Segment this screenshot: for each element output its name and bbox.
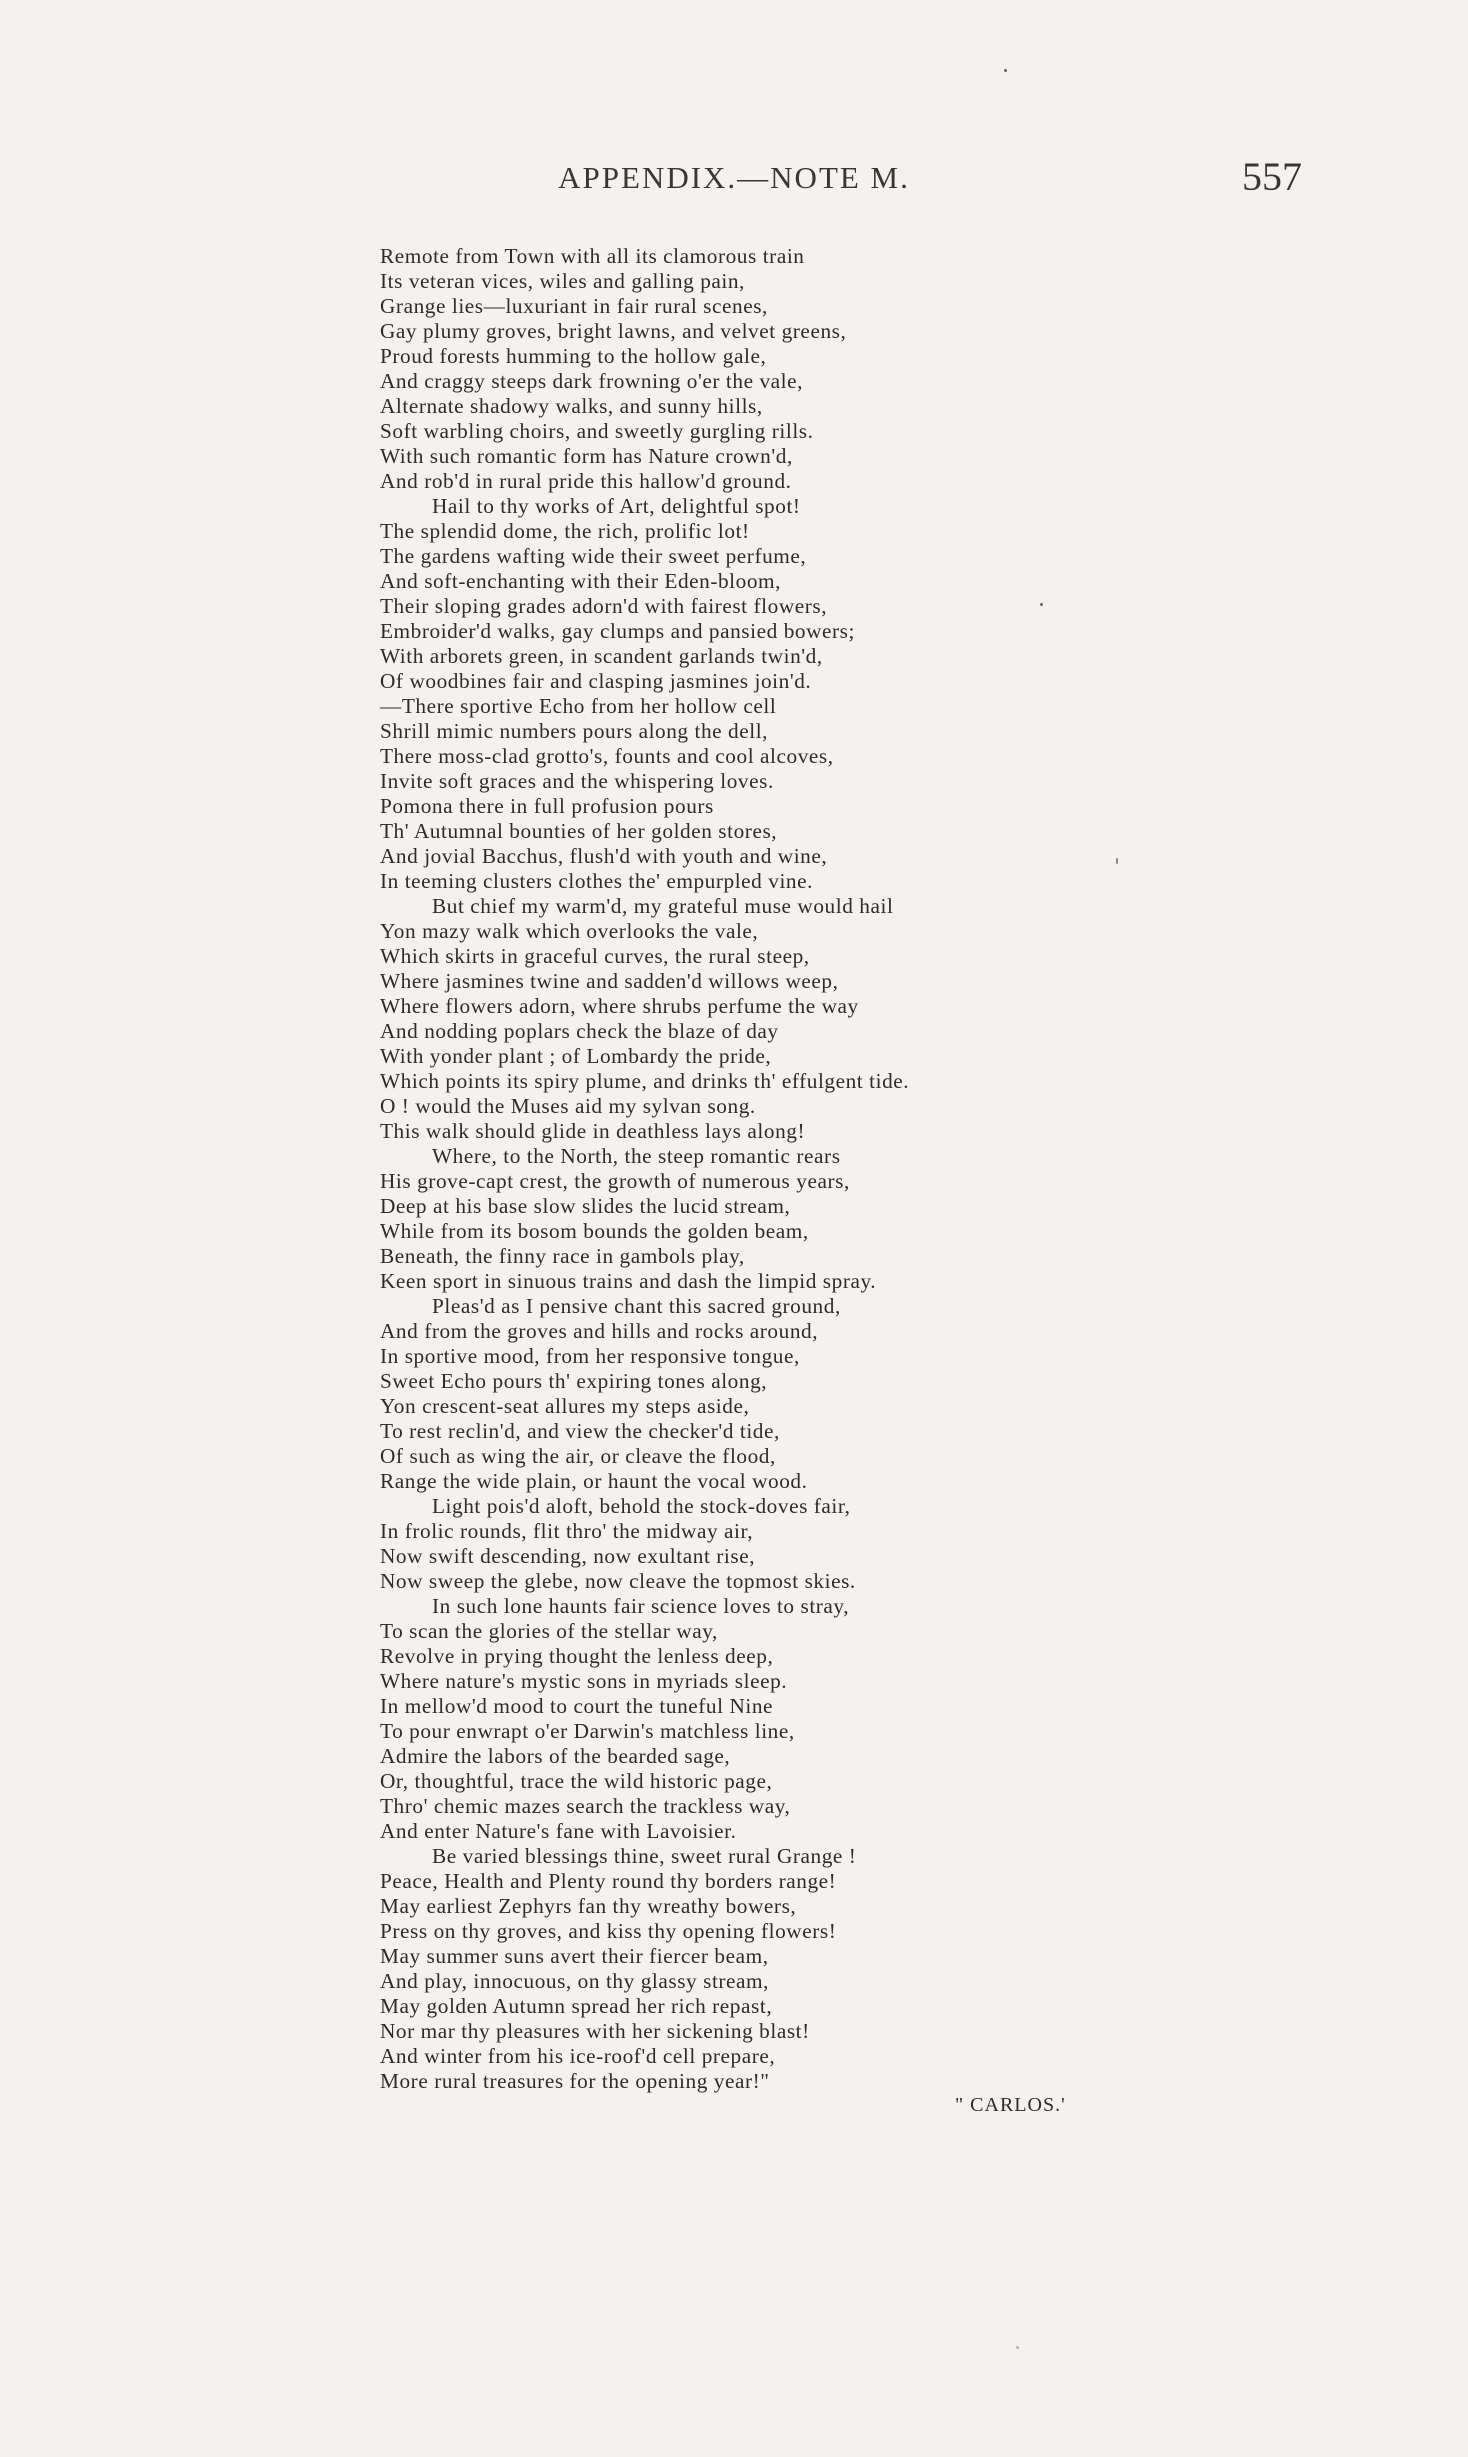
poem-line: Of woodbines fair and clasping jasmines join'd. xyxy=(380,669,812,693)
poem-line: O ! would the Muses aid my sylvan song. xyxy=(380,1094,756,1118)
poem-line: Which skirts in graceful curves, the rural steep, xyxy=(380,944,810,968)
poem-line: —There sportive Echo from her hollow cell xyxy=(380,694,777,718)
poem-line: And rob'd in rural pride this hallow'd ground. xyxy=(380,469,792,493)
poem-line: Yon crescent-seat allures my steps aside, xyxy=(380,1394,750,1418)
poem-line: And nodding poplars check the blaze of day xyxy=(380,1019,779,1043)
poem-line: Admire the labors of the bearded sage, xyxy=(380,1744,731,1768)
poem-line: Nor mar thy pleasures with her sickening blast! xyxy=(380,2019,810,2043)
poem-line: Press on thy groves, and kiss thy opening flowers! xyxy=(380,1919,837,1943)
poem-line: May golden Autumn spread her rich repast, xyxy=(380,1994,773,2018)
page-number: 557 xyxy=(1242,154,1302,199)
poem-line: Beneath, the finny race in gambols play, xyxy=(380,1244,745,1268)
poem-line: Or, thoughtful, trace the wild historic page, xyxy=(380,1769,773,1793)
poem-line: Proud forests humming to the hollow gale, xyxy=(380,344,767,368)
poem-line: May summer suns avert their fiercer beam, xyxy=(380,1944,769,1968)
poem-line: Its veteran vices, wiles and galling pain, xyxy=(380,269,745,293)
poem-line: And play, innocuous, on thy glassy stream, xyxy=(380,1969,770,1993)
poem-line: And enter Nature's fane with Lavoisier. xyxy=(380,1819,737,1843)
poem-line: His grove-capt crest, the growth of numerous years, xyxy=(380,1169,850,1193)
poem-line: Remote from Town with all its clamorous train xyxy=(380,244,805,268)
signature: " CARLOS.' xyxy=(955,2094,1066,2116)
poem-line: Pleas'd as I pensive chant this sacred ground, xyxy=(432,1294,841,1318)
poem-line: And jovial Bacchus, flush'd with youth and wine, xyxy=(380,844,828,868)
poem-line: Pomona there in full profusion pours xyxy=(380,794,714,818)
poem-line: Their sloping grades adorn'd with fairest flowers, xyxy=(380,594,828,618)
poem-line: And from the groves and hills and rocks around, xyxy=(380,1319,819,1343)
poem-line: Grange lies—luxuriant in fair rural scenes, xyxy=(380,294,768,318)
poem-line: Be varied blessings thine, sweet rural Grange ! xyxy=(432,1844,857,1868)
poem-line: Keen sport in sinuous trains and dash the limpid spray. xyxy=(380,1269,877,1293)
paper-speck xyxy=(1004,69,1007,72)
poem-line: Where flowers adorn, where shrubs perfume the way xyxy=(380,994,859,1018)
poem-line: With arborets green, in scandent garlands twin'd, xyxy=(380,644,823,668)
poem-line: Shrill mimic numbers pours along the dell, xyxy=(380,719,769,743)
poem-line: Where, to the North, the steep romantic rears xyxy=(432,1144,841,1168)
poem-line: Of such as wing the air, or cleave the flood, xyxy=(380,1444,776,1468)
poem-line: Which points its spiry plume, and drinks th' effulgent tide. xyxy=(380,1069,910,1093)
poem-line: With yonder plant ; of Lombardy the pride, xyxy=(380,1044,772,1068)
poem-line: Gay plumy groves, bright lawns, and velvet greens, xyxy=(380,319,847,343)
poem-line: Range the wide plain, or haunt the vocal wood. xyxy=(380,1469,808,1493)
poem-line: Soft warbling choirs, and sweetly gurgling rills. xyxy=(380,419,814,443)
poem-line: There moss-clad grotto's, founts and cool alcoves, xyxy=(380,744,834,768)
poem-line: The gardens wafting wide their sweet perfume, xyxy=(380,544,807,568)
paper-speck xyxy=(1116,858,1118,864)
poem-line: The splendid dome, the rich, prolific lot! xyxy=(380,519,750,543)
poem-line: While from its bosom bounds the golden beam, xyxy=(380,1219,809,1243)
poem-line: Thro' chemic mazes search the trackless way, xyxy=(380,1794,791,1818)
poem-line: To rest reclin'd, and view the checker'd tide, xyxy=(380,1419,780,1443)
poem-line: Hail to thy works of Art, delightful spot! xyxy=(432,494,801,518)
poem-line: Revolve in prying thought the lenless deep, xyxy=(380,1644,774,1668)
poem-line: In teeming clusters clothes the' empurpled vine. xyxy=(380,869,813,893)
poem-line: Now sweep the glebe, now cleave the topmost skies. xyxy=(380,1569,856,1593)
paper-speck xyxy=(1040,603,1043,606)
poem-line: With such romantic form has Nature crown'd, xyxy=(380,444,793,468)
poem-line: And craggy steeps dark frowning o'er the vale, xyxy=(380,369,803,393)
poem-line: Invite soft graces and the whispering loves. xyxy=(380,769,774,793)
poem-line: This walk should glide in deathless lays along! xyxy=(380,1119,806,1143)
poem-line: In frolic rounds, flit thro' the midway air, xyxy=(380,1519,754,1543)
poem-line: Th' Autumnal bounties of her golden stores, xyxy=(380,819,778,843)
poem-line: Yon mazy walk which overlooks the vale, xyxy=(380,919,759,943)
poem-line: In such lone haunts fair science loves to stray, xyxy=(432,1594,850,1618)
poem-line: More rural treasures for the opening year!" xyxy=(380,2069,770,2093)
poem-line: And soft-enchanting with their Eden-bloom, xyxy=(380,569,782,593)
poem-line: Now swift descending, now exultant rise, xyxy=(380,1544,756,1568)
poem-line: Light pois'd aloft, behold the stock-doves fair, xyxy=(432,1494,851,1518)
poem-line: May earliest Zephyrs fan thy wreathy bowers, xyxy=(380,1894,797,1918)
running-header: APPENDIX.—NOTE M. xyxy=(558,160,910,195)
poem-line: Sweet Echo pours th' expiring tones along, xyxy=(380,1369,768,1393)
poem-line: Where jasmines twine and sadden'd willows weep, xyxy=(380,969,839,993)
poem-line: Where nature's mystic sons in myriads sleep. xyxy=(380,1669,788,1693)
poem-line: Deep at his base slow slides the lucid stream, xyxy=(380,1194,791,1218)
poem-line: Embroider'd walks, gay clumps and pansied bowers; xyxy=(380,619,855,643)
poem-line: In mellow'd mood to court the tuneful Nine xyxy=(380,1694,774,1718)
poem-line: To scan the glories of the stellar way, xyxy=(380,1619,718,1643)
poem-line: And winter from his ice-roof'd cell prepare, xyxy=(380,2044,776,2068)
poem-line: Alternate shadowy walks, and sunny hills, xyxy=(380,394,763,418)
poem-body xyxy=(380,244,1390,2094)
poem-line: To pour enwrapt o'er Darwin's matchless line, xyxy=(380,1719,795,1743)
poem-line: Peace, Health and Plenty round thy borders range! xyxy=(380,1869,837,1893)
paper-speck xyxy=(1016,2346,1019,2349)
poem-line: But chief my warm'd, my grateful muse would hail xyxy=(432,894,894,918)
poem-line: In sportive mood, from her responsive tongue, xyxy=(380,1344,800,1368)
